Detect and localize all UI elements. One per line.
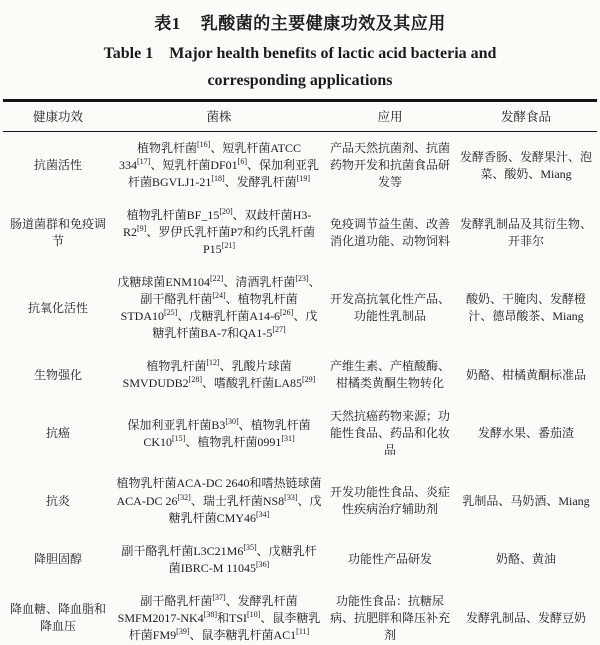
cell-foods: 酸奶、干腌肉、发酵橙汁、德昂酸茶、Miang (465, 292, 586, 324)
cell-effect: 抗癌 (45, 426, 70, 441)
header-strains: 菌株 (113, 101, 325, 132)
cell-effect: 降胆固醇 (33, 552, 82, 567)
cell-strains: 戊糖球菌ENM104[22]、清酒乳杆菌[23]、副干酪乳杆菌[24]、植物乳杆菌STDA10[25]、戊糖乳杆菌A14-6[26]、戊糖乳杆菌BA-7和QA1-5[27] (117, 274, 321, 341)
cell-foods: 奶酪、黄油 (495, 552, 556, 567)
table-row (3, 266, 597, 350)
cell-foods: 奶酪、柑橘黄酮标准品 (465, 367, 586, 382)
cell-strains: 保加利亚乳杆菌B3[30]、植物乳杆菌CK10[15]、植物乳杆菌0991[31] (127, 416, 311, 449)
table-caption-en-title: Major health benefits of lactic acid bacteria and (169, 45, 497, 62)
table-caption-zh-label: 表1 (154, 14, 181, 33)
table-row (3, 132, 597, 200)
table-caption-en-line2: corresponding applications (207, 72, 393, 89)
table-row (3, 199, 597, 266)
table-caption-en-line1 (0, 45, 600, 63)
cell-foods: 发酵乳制品及其衍生物、开菲尔 (459, 216, 592, 248)
cell-effect: 抗氧化活性 (27, 300, 88, 315)
health-benefits-table (3, 99, 597, 645)
cell-strains: 植物乳杆菌[12]、乳酸片球菌SMVDUDB2[28]、嗜酸乳杆菌LA85[29] (122, 358, 316, 391)
table-row (3, 350, 597, 400)
cell-effect: 生物强化 (33, 367, 82, 382)
cell-application: 功能性食品：抗糖尿病、抗肥胖和降压补充剂 (329, 593, 450, 642)
cell-effect: 肠道菌群和免疫调节 (9, 216, 106, 248)
cell-application: 功能性产品研发 (347, 552, 432, 567)
cell-application: 产维生素、产植酸酶、柑橘类黄酮生物转化 (329, 359, 450, 391)
cell-foods: 乳制品、马奶酒、Miang (462, 493, 590, 508)
header-fermented-foods: 发酵食品 (455, 101, 597, 132)
cell-strains: 植物乳杆菌[16]、短乳杆菌ATCC 334[17]、短乳杆菌DF01[6]、保加利亚乳杆菌BGVLJ1-21[18]、发酵乳杆菌[19] (118, 140, 319, 190)
cell-strains: 植物乳杆菌BF_15[20]、双歧杆菌H3-R2[9]、罗伊氏乳杆菌P7和约氏乳杆菌P15[21] (122, 207, 316, 257)
cell-foods: 发酵香肠、发酵果汁、泡菜、酸奶、Miang (459, 149, 592, 181)
cell-strains: 植物乳杆菌ACA-DC 2640和嗜热链球菌ACA-DC 26[32]、瑞士乳杆菌NS8[33]、戊糖乳杆菌CMY46[34] (116, 476, 322, 525)
table-caption-en-label: Table 1 (103, 45, 154, 62)
cell-effect: 抗炎 (45, 493, 70, 508)
cell-application: 产品天然抗菌剂、抗菌药物开发和抗菌食品研发等 (329, 141, 450, 190)
table-caption-zh-title: 乳酸菌的主要健康功效及其应用 (200, 14, 446, 33)
table-caption-zh (0, 0, 600, 34)
table-row (3, 535, 597, 585)
cell-application: 开发功能性食品、炎症性疾病治疗辅助剂 (329, 484, 450, 517)
table-row (3, 467, 597, 534)
cell-effect: 抗菌活性 (33, 158, 82, 173)
cell-foods: 发酵水果、番茄渣 (477, 426, 574, 441)
header-application: 应用 (325, 101, 455, 132)
cell-application: 开发高抗氧化性产品、功能性乳制品 (329, 292, 450, 324)
cell-application: 天然抗癌药物来源；功能性食品、药品和化妆品 (329, 409, 450, 458)
table-row (3, 585, 597, 645)
cell-strains: 副干酪乳杆菌L3C21M6[35]、戊糖乳杆菌IBRC-M 11045[36] (121, 542, 317, 575)
table-row (3, 400, 597, 467)
cell-strains: 副干酪乳杆菌[37]、发酵乳杆菌SMFM2017-NK4[38]和TSI[10]、鼠李糖乳杆菌FM9[39]、鼠李糖乳杆菌AC1[11] (117, 592, 321, 642)
cell-foods: 发酵乳制品、发酵豆奶 (465, 610, 586, 625)
cell-effect: 降血糖、降血脂和降血压 (9, 602, 106, 634)
cell-application: 免疫调节益生菌、改善消化道功能、动物饲料 (329, 216, 450, 248)
header-health-effect: 健康功效 (3, 101, 113, 132)
table-header-row (3, 101, 597, 132)
